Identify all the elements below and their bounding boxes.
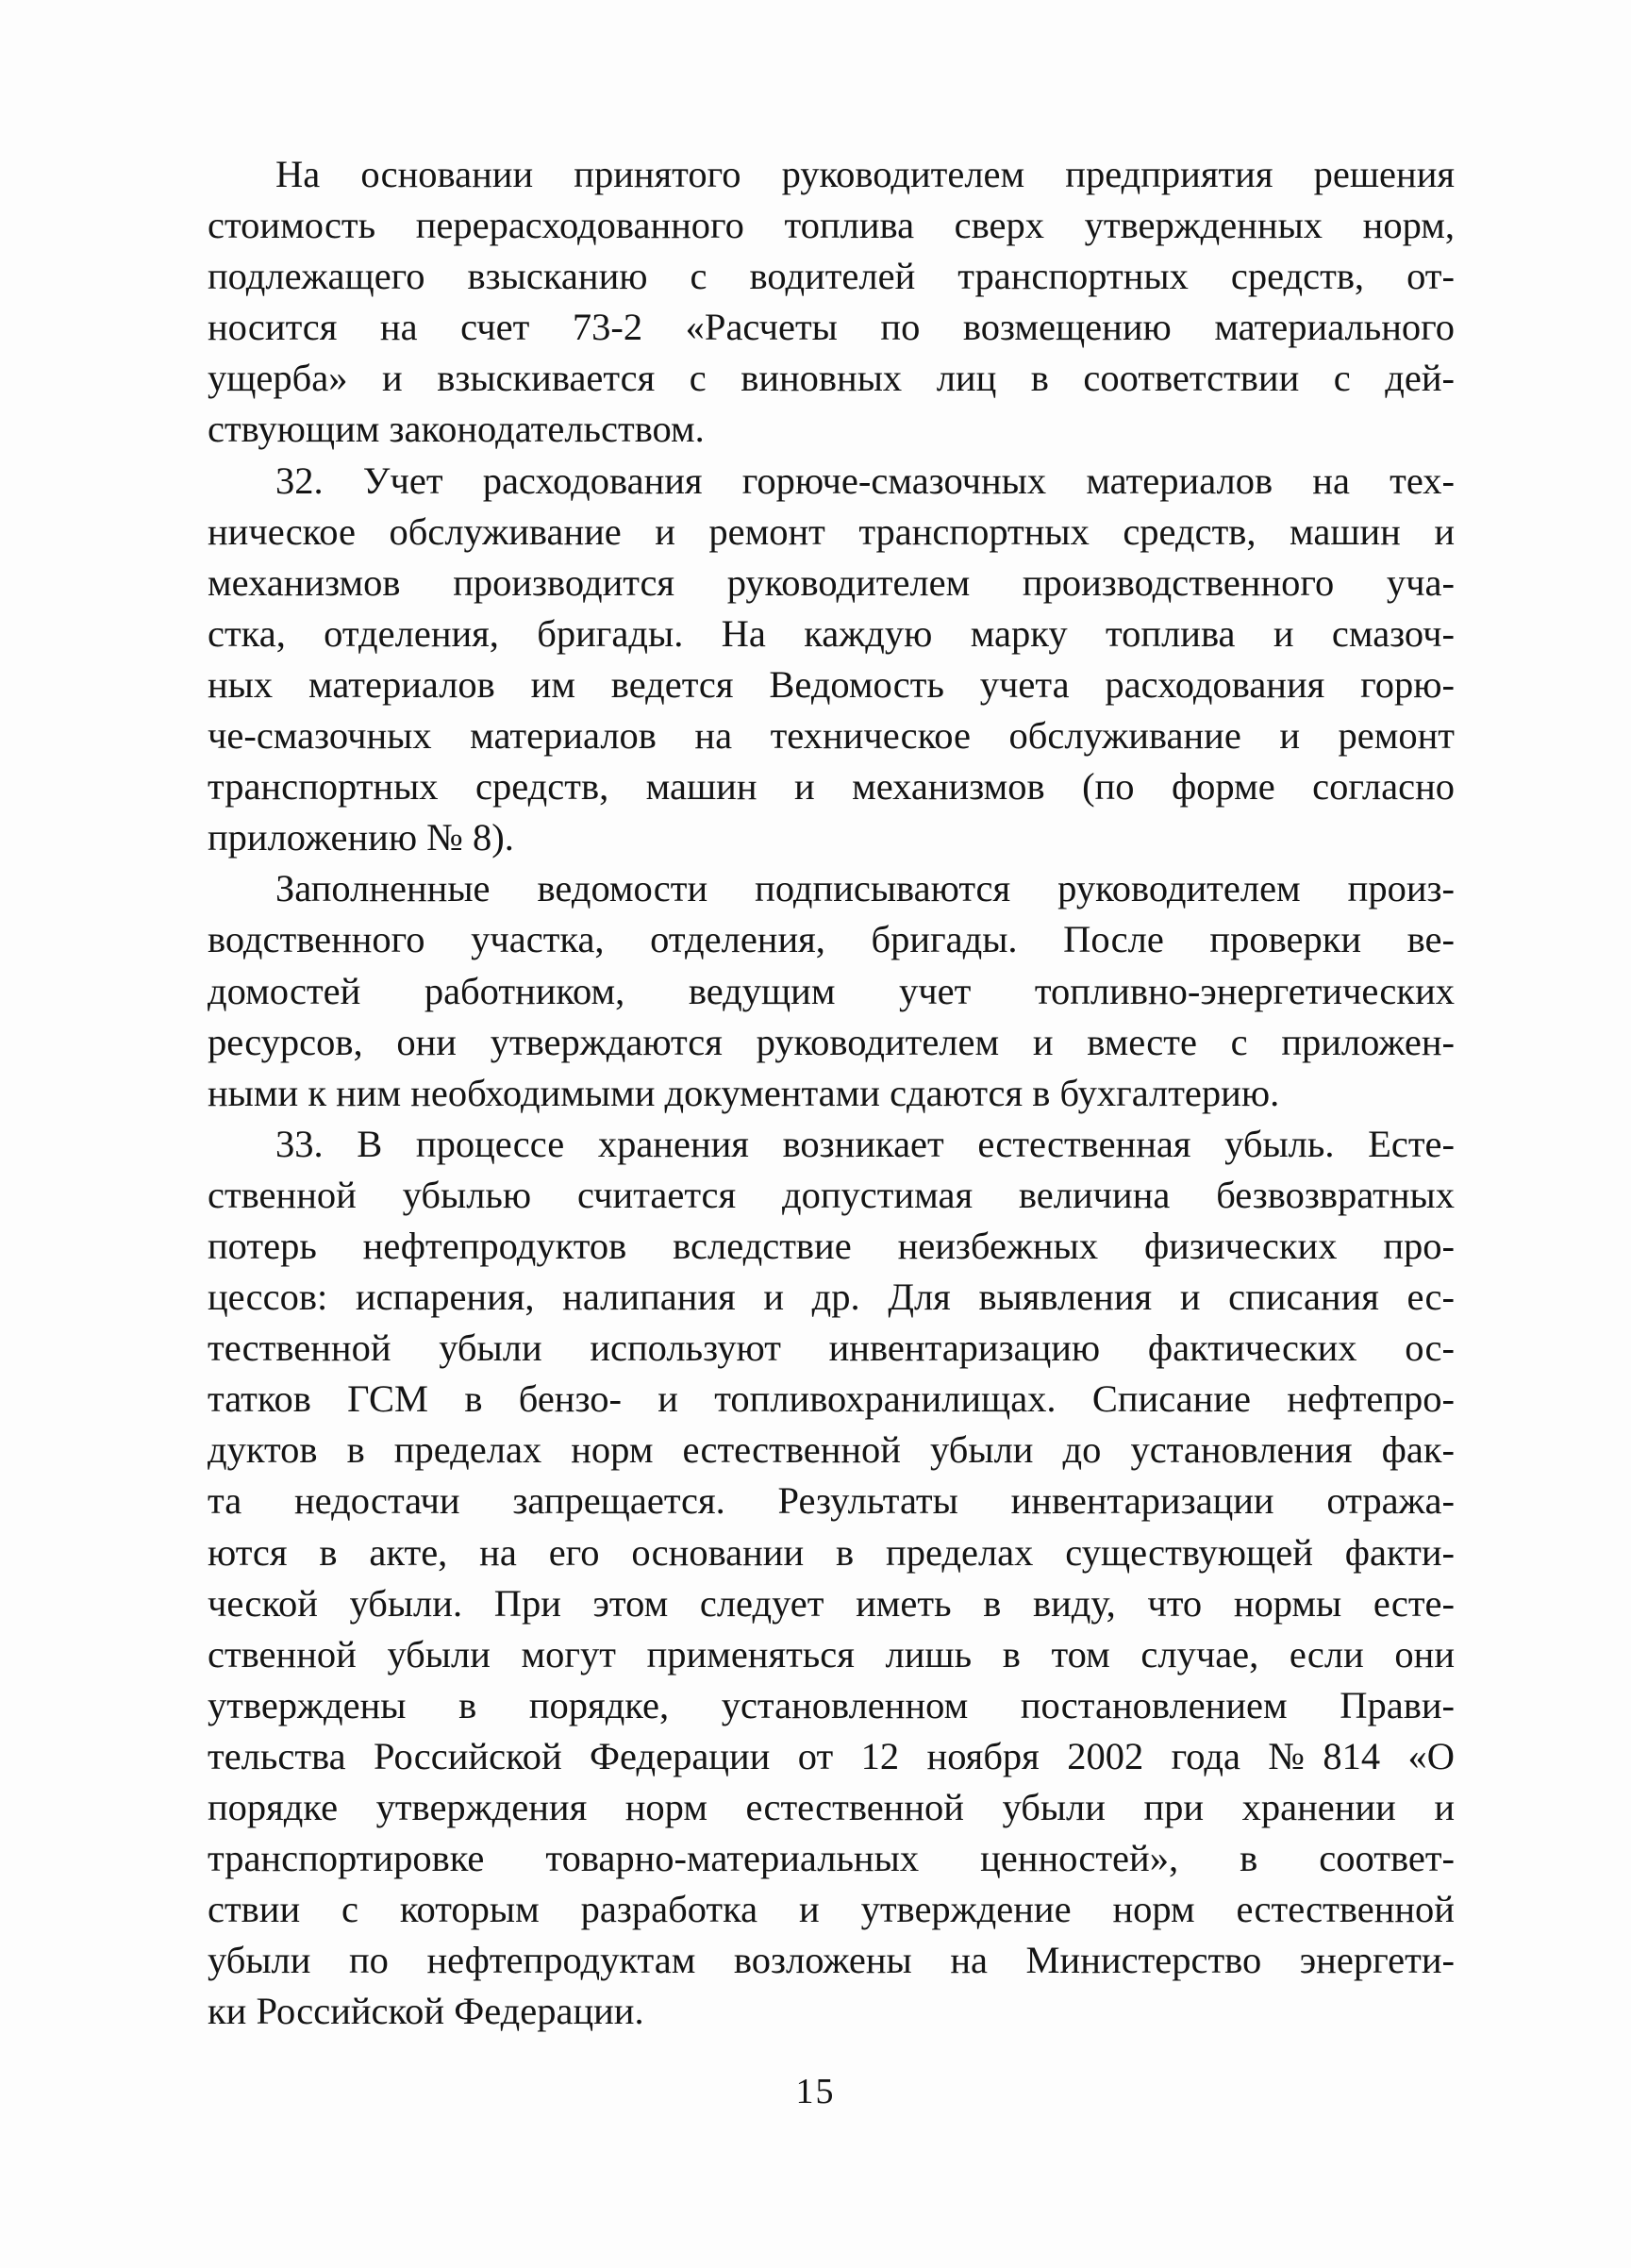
text-line: 32. Учет расходования горюче-смазочных материалов на тех- — [275, 459, 1455, 502]
text-line: дуктов в пределах норм естественной убыли до установления фак- — [208, 1428, 1455, 1472]
body-text — [208, 149, 1455, 2037]
text-line: убыли по нефтепродуктам возложены на Министерство энергети- — [208, 1939, 1455, 1982]
text-line: ствующим законодательством. — [208, 408, 705, 451]
text-line: ются в акте, на его основании в пределах существующей факти- — [208, 1530, 1455, 1574]
text-line: ресурсов, они утверждаются руководителем и вместе с приложен- — [208, 1020, 1455, 1063]
text-line: татков ГСМ в бензо- и топливохранилищах. Списание нефтепро- — [208, 1377, 1455, 1421]
text-line: ственной убылью считается допустимая величина безвозвратных — [208, 1173, 1455, 1216]
text-line: водственного участка, отделения, бригады. После проверки ве- — [208, 918, 1455, 961]
text-line: стоимость перерасходованного топлива сверх утвержденных норм, — [208, 204, 1455, 247]
text-line: носится на счет 73-2 «Расчеты по возмещению материального — [208, 306, 1455, 349]
text-line: ствии с которым разработка и утверждение норм естественной — [208, 1888, 1455, 1931]
page-number: 15 — [795, 2072, 836, 2111]
text-line: подлежащего взысканию с водителей транспортных средств, от- — [208, 255, 1455, 298]
text-line: Заполненные ведомости подписываются руководителем произ- — [275, 867, 1455, 910]
text-line: ных материалов им ведется Ведомость учета расходования горю- — [208, 662, 1455, 706]
text-line: ными к ним необходимыми документами сдаются в бухгалтерию. — [208, 1071, 1280, 1114]
text-line: ки Российской Федерации. — [208, 1990, 644, 2033]
text-line: порядке утверждения норм естественной убыли при хранении и — [208, 1786, 1455, 1828]
text-line: ническое обслуживание и ремонт транспортных средств, машин и — [208, 509, 1455, 553]
text-line: тельства Российской Федерации от 12 ноября 2002 года №814 «О — [208, 1734, 1455, 1777]
text-line: На основании принятого руководителем предприятия решения — [275, 153, 1455, 195]
text-line: 33. В процессе хранения возникает естественная убыль. Есте- — [275, 1122, 1455, 1165]
text-line: транспортировке товарно-материальных ценностей», в соответ- — [208, 1837, 1455, 1880]
text-line: потерь нефтепродуктов вследствие неизбежных физических про- — [208, 1224, 1455, 1267]
text-line: ственной убыли могут применяться лишь в том случае, если они — [208, 1632, 1455, 1676]
text-line: домостей работником, ведущим учет топливно-энергетических — [208, 969, 1455, 1012]
text-line: механизмов производится руководителем производственного уча- — [208, 560, 1455, 604]
text-line: тественной убыли используют инвентаризацию фактических ос- — [208, 1326, 1455, 1370]
text-line: ущерба» и взыскивается с виновных лиц в соответствии с дей- — [208, 357, 1455, 400]
text-line: ческой убыли. При этом следует иметь в виду, что нормы есте- — [208, 1581, 1455, 1625]
text-line: та недостачи запрещается. Результаты инвентаризации отража- — [208, 1479, 1455, 1523]
text-line: транспортных средств, машин и механизмов (по форме согласно — [208, 765, 1455, 809]
text-line: утверждены в порядке, установленном постановлением Прави- — [208, 1683, 1455, 1726]
text-line: цессов: испарения, налипания и др. Для выявления и списания ес- — [208, 1276, 1455, 1319]
text-line: приложению № 8). — [208, 816, 514, 859]
text-line: стка, отделения, бригады. На каждую марку топлива и смазоч- — [208, 611, 1455, 655]
text-line: че-смазочных материалов на техническое обслуживание и ремонт — [208, 714, 1455, 758]
